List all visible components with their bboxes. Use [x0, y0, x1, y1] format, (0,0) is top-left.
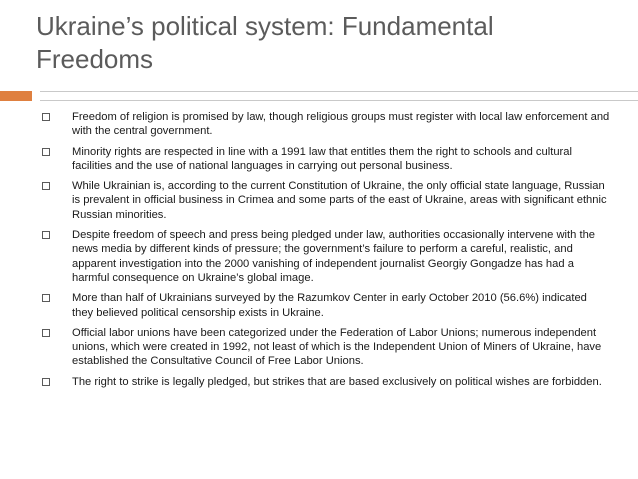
bullet-list	[40, 110, 610, 395]
hollow-square-bullet-icon	[42, 329, 50, 337]
bullet-text: More than half of Ukrainians surveyed by the Razumkov Center in early October 2010 (56.6%) indicated they believed political censorship exists in Ukraine.	[72, 292, 587, 319]
bullet-item	[40, 326, 610, 369]
bullet-text: Freedom of religion is promised by law, though religious groups must register with local law enforcement and with the central government.	[72, 111, 610, 138]
hollow-square-bullet-icon	[42, 182, 50, 190]
slide-title: Ukraine’s political system: Fundamental Freedoms	[36, 11, 494, 74]
bullet-item	[40, 375, 610, 389]
hollow-square-bullet-icon	[42, 231, 50, 239]
bullet-text: The right to strike is legally pledged, but strikes that are based exclusively on political wishes are forbidden.	[72, 375, 602, 388]
hollow-square-bullet-icon	[42, 113, 50, 121]
title-accent-bar	[0, 91, 32, 101]
bullet-text: Despite freedom of speech and press being pledged under law, authorities occasionally intervene with the news media by different kinds of pressure; the government’s failure to perform a careful, realistic, and apparent investigation into the 2000 vanishing of independent journalist Georgiy Gongadze has had a harmful consequence on Ukraine’s global image.	[72, 229, 596, 284]
bullet-item	[40, 291, 610, 320]
hollow-square-bullet-icon	[42, 148, 50, 156]
bullet-item	[40, 145, 610, 174]
bullet-item	[40, 228, 610, 285]
bullet-text: Minority rights are respected in line with a 1991 law that entitles them the right to schools and cultural facilities and the use of national languages in carrying out personal business.	[72, 145, 572, 172]
title-divider	[40, 91, 638, 101]
hollow-square-bullet-icon	[42, 294, 50, 302]
bullet-text: While Ukrainian is, according to the current Constitution of Ukraine, the only official state language, Russian is prevalent in official business in Crimea and some parts of the east of Ukraine, areas with significant ethnic Russian minorities.	[72, 180, 607, 221]
bullet-text: Official labor unions have been categorized under the Federation of Labor Unions; numerous independent unions, which were created in 1992, not least of which is the Independent Union of Miners of Ukraine, have established the Consultative Council of Free Labor Unions.	[72, 326, 602, 368]
hollow-square-bullet-icon	[42, 378, 50, 386]
bullet-item	[40, 179, 610, 222]
bullet-item	[40, 110, 610, 139]
